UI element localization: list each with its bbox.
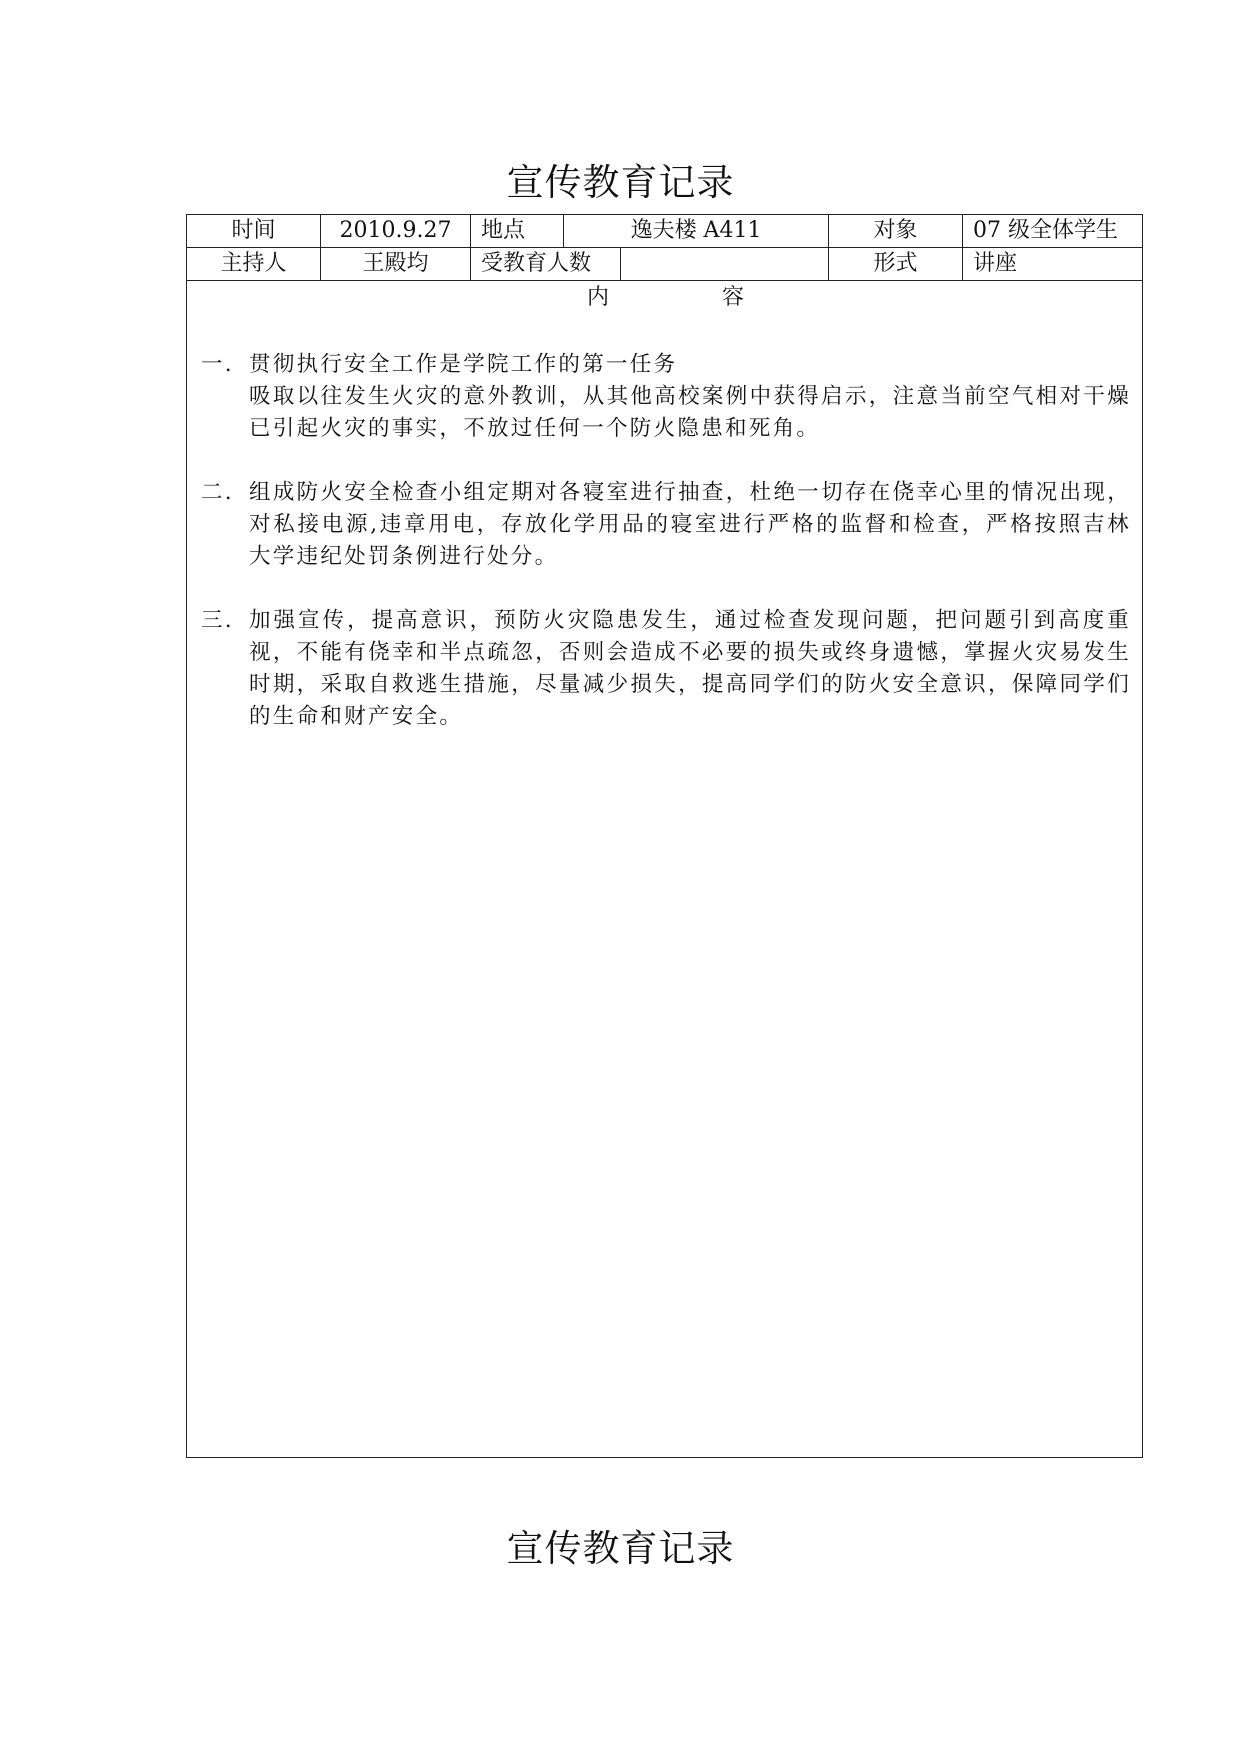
item-body: 加强宣传，提高意识，预防火灾隐患发生，通过检查发现问题，把问题引到高度重视，不能有侥幸和半点疏忽，否则会造成不必要的损失或终身遗憾，掌握火灾易发生时期，采取自救逃生措施，尽量减少损失，提高同学们的防火安全意识，保障同学们的生命和财产安全。 [249,608,1131,729]
content-item-2 [201,477,1131,573]
time-label: 时间 [187,215,321,247]
item-number: 一. [201,352,234,377]
host-label: 主持人 [187,248,321,280]
content-heading-right: 容 [722,285,745,310]
content-heading [187,283,1142,313]
item-body: 吸取以往发生火灾的意外教训，从其他高校案例中获得启示，注意当前空气相对干燥已引起火灾的事实，不放过任何一个防火隐患和死角。 [249,384,1131,441]
item-text [249,349,1131,445]
content-item-1 [201,349,1131,445]
audience-label: 对象 [829,215,963,247]
info-row-2 [187,248,1142,281]
next-page-title: 宣传教育记录 [506,1527,735,1570]
record-table [186,214,1143,1458]
host-value: 王殿均 [321,248,471,280]
attendee-count-value [621,248,829,280]
content-heading-left: 内 [587,285,610,310]
attendee-count-label: 受教育人数 [471,248,621,280]
item-title: 贯彻执行安全工作是学院工作的第一任务 [249,352,678,377]
item-number: 三. [201,608,234,633]
audience-value: 07 级全体学生 [973,218,1118,243]
place-value: 逸夫楼 A411 [564,215,829,247]
item-body: 组成防火安全检查小组定期对各寝室进行抽查，杜绝一切存在侥幸心里的情况出现，对私接电源,违章用电，存放化学用品的寝室进行严格的监督和检查，严格按照吉林大学违纪处罚条例进行处分。 [249,480,1131,569]
form-value: 讲座 [973,251,1018,276]
place-label: 地点 [471,215,564,247]
info-row-1 [187,215,1142,248]
page-title: 宣传教育记录 [506,161,735,204]
time-value: 2010.9.27 [321,215,471,247]
item-number: 二. [201,480,234,505]
content-item-3 [201,605,1131,733]
content-list [201,349,1131,765]
form-label: 形式 [829,248,963,280]
